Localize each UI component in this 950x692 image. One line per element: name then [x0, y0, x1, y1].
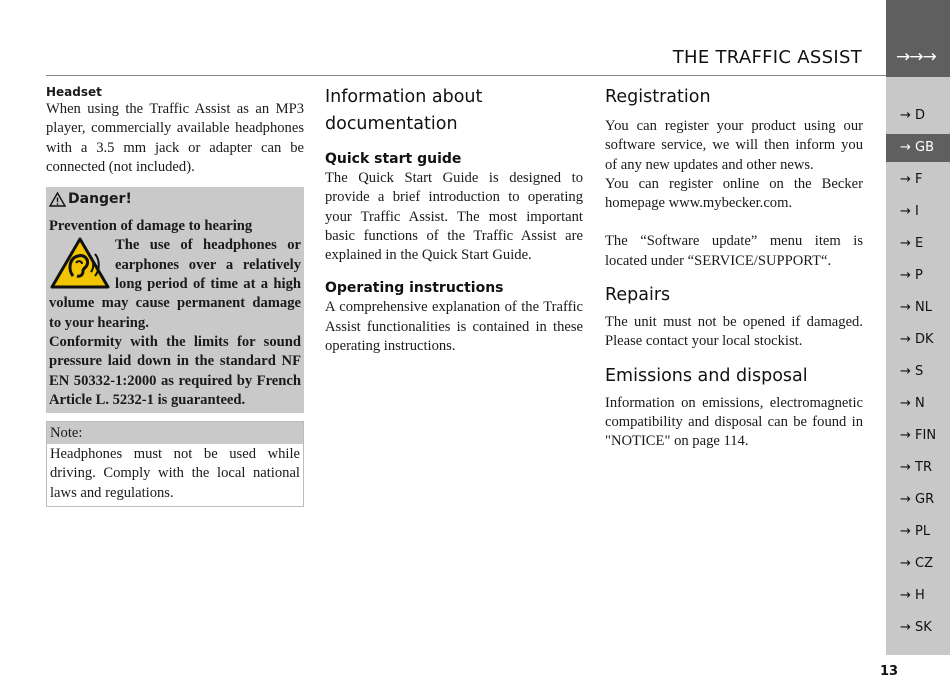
- sidebar-item-n[interactable]: → N: [900, 396, 925, 411]
- sidebar-item-gr[interactable]: → GR: [900, 492, 935, 507]
- header-divider: [46, 75, 886, 76]
- sidebar-item-tr[interactable]: → TR: [900, 460, 932, 475]
- column-registration: [605, 84, 863, 452]
- danger-conformity: Conformity with the limits for sound pressure laid down in the standard NF EN 50332-1:2000 as required by French Article L. 5232-1 is guaranteed.: [49, 333, 301, 408]
- quick-start-text: The Quick Start Guide is designed to provide a brief introduction to operating your Traffic Assist. The most important basic functions of the Traffic Assist are explained in the Quick Start Guide.: [325, 170, 583, 264]
- sidebar-item-s[interactable]: → S: [900, 364, 924, 379]
- sidebar-item-h[interactable]: → H: [900, 588, 925, 603]
- warning-triangle-icon: [49, 192, 66, 207]
- headset-text: When using the Traffic Assist as an MP3 player, commercially available headphones with a 3.5 mm jack or adapter can be connected (not included).: [46, 101, 304, 175]
- danger-title: [49, 187, 301, 210]
- note-title: Note:: [47, 422, 303, 444]
- column-headset: [46, 84, 304, 507]
- sidebar-item-fin[interactable]: → FIN: [900, 428, 937, 443]
- sidebar-item-e[interactable]: → E: [900, 236, 924, 251]
- sidebar-item-cz[interactable]: → CZ: [900, 556, 934, 571]
- registration-heading: Registration: [605, 87, 711, 107]
- sidebar-item-nl[interactable]: → NL: [900, 300, 932, 315]
- sidebar-item-i[interactable]: → I: [900, 204, 919, 219]
- danger-text: The use of headphones or earphones over a relatively long period of time at a high volume may cause permanent damage to your hearing.: [49, 237, 301, 331]
- headset-heading: Headset: [46, 85, 102, 99]
- operating-heading: Operating instructions: [325, 280, 504, 297]
- registration-text-3: The “Software update” menu item is located under “SERVICE/SUPPORT“.: [605, 233, 863, 269]
- sidebar-item-dk[interactable]: → DK: [900, 332, 934, 347]
- quick-start-heading: Quick start guide: [325, 151, 462, 167]
- repairs-heading: Repairs: [605, 285, 671, 306]
- info-heading: Information about documentation: [325, 87, 483, 134]
- sidebar-item-f[interactable]: → F: [900, 172, 923, 187]
- registration-text-1: You can register your product using our software service, we will then inform you of any new updates and other news.: [605, 118, 863, 173]
- danger-body: [49, 217, 301, 410]
- sidebar-item-p[interactable]: → P: [900, 268, 923, 283]
- emissions-text: Information on emissions, electromagnetic compatibility and disposal can be found in "NOTICE" on page 114.: [605, 394, 863, 450]
- nav-arrows-icon[interactable]: →→→: [896, 47, 936, 67]
- emissions-heading: Emissions and disposal: [605, 365, 808, 386]
- sidebar-header: [886, 0, 950, 77]
- sidebar-item-gb[interactable]: → GB: [886, 134, 950, 162]
- note-box: [46, 421, 304, 507]
- danger-subtitle: Prevention of damage to hearing: [49, 218, 253, 235]
- note-text: Headphones must not be used while driving. Comply with the local national laws and regulations.: [50, 446, 300, 501]
- page-title: THE TRAFFIC ASSIST: [672, 47, 862, 68]
- sidebar-item-pl[interactable]: → PL: [900, 524, 931, 539]
- page-number: 13: [880, 664, 899, 679]
- danger-title-text: Danger!: [68, 191, 132, 208]
- operating-text: A comprehensive explanation of the Traffic Assist functionalities is contained in these operating instructions.: [325, 299, 583, 355]
- sidebar-item-d[interactable]: → D: [900, 108, 926, 123]
- danger-box: [46, 187, 304, 413]
- sidebar-item-sk[interactable]: → SK: [900, 620, 932, 635]
- column-documentation: [325, 84, 583, 356]
- repairs-text: The unit must not be opened if damaged. Please contact your local stockist.: [605, 314, 863, 350]
- registration-text-2: You can register online on the Becker homepage www.mybecker.com.: [605, 175, 863, 212]
- hearing-damage-icon: [49, 236, 111, 290]
